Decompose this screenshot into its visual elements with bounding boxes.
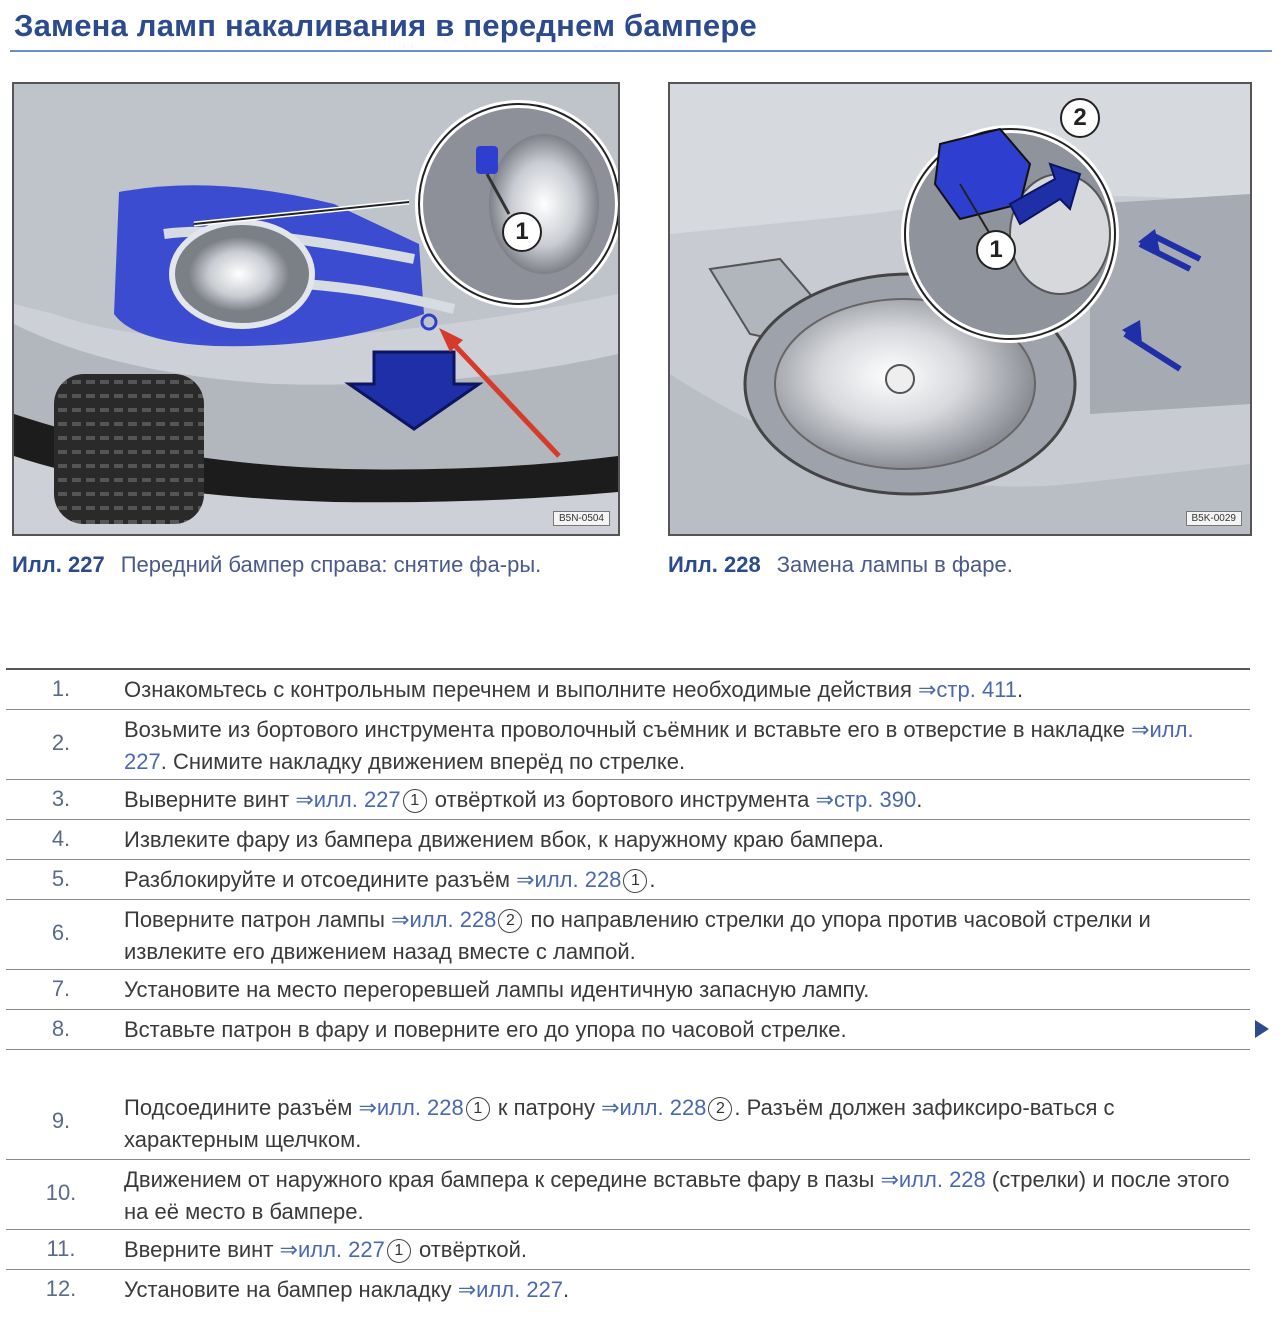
step-text-segment: Установите на бампер накладку: [124, 1277, 458, 1302]
cross-reference-link[interactable]: ⇒стр. 411: [917, 677, 1018, 702]
step-row: [6, 1088, 1250, 1160]
step-text-segment: Движением от наружного края бампера к середине вставьте фару в пазы: [124, 1167, 881, 1192]
step-text-segment: Выверните винт: [124, 787, 296, 812]
cross-reference-link[interactable]: ⇒илл. 228: [358, 1095, 464, 1120]
cross-reference-link[interactable]: ⇒илл. 227: [457, 1277, 564, 1302]
step-row: [6, 670, 1250, 710]
step-text-segment: Установите на место перегоревшей лампы идентичную запасную лампу.: [124, 977, 870, 1002]
figure-228-caption: [668, 548, 1268, 581]
caption-text: Передний бампер справа: снятие фа-ры.: [120, 552, 542, 577]
step-text-segment: .: [563, 1277, 570, 1302]
step-number: 7.: [51, 976, 71, 1001]
step-number: 11.: [46, 1236, 76, 1261]
step-text-segment: отвёрткой.: [412, 1237, 528, 1262]
step-text-segment: Ознакомьтесь с контрольным перечнем и выполните необходимые действия: [124, 677, 918, 702]
title-divider: [10, 50, 1272, 52]
step-text-segment: Возьмите из бортового инструмента проволочный съёмник и вставьте его в отверстие в накладке: [124, 717, 1132, 742]
callout-2-marker: 2: [1060, 98, 1100, 138]
step-text: [124, 1164, 1242, 1228]
step-text-segment: (стрелки) и после этого на её место в бампере.: [124, 1167, 1230, 1224]
step-number: 1.: [51, 676, 71, 701]
step-number: 4.: [51, 826, 71, 851]
step-row: [6, 1230, 1250, 1270]
cross-reference-link[interactable]: ⇒илл. 228: [516, 867, 622, 892]
step-text-segment: по направлению стрелки до упора против часовой стрелки и извлеките его движением назад вместе с лампой.: [124, 907, 1151, 964]
callout-1-marker: 1: [976, 230, 1016, 270]
step-text-segment: Подсоедините разъём: [124, 1095, 359, 1120]
step-text: [124, 904, 1242, 968]
step-row: [6, 900, 1250, 970]
callout-number-icon: 1: [623, 869, 647, 893]
page-title: Замена ламп накаливания в переднем бампере: [14, 8, 757, 43]
step-text-segment: к патрону: [491, 1095, 602, 1120]
step-text: [124, 714, 1242, 778]
callout-number-icon: 1: [387, 1239, 411, 1263]
figure-code: B5K-0029: [1186, 511, 1242, 526]
callout-number-icon: 1: [403, 789, 427, 813]
step-text-segment: Поверните патрон лампы: [124, 907, 392, 932]
step-row: [6, 780, 1250, 820]
step-row: [6, 860, 1250, 900]
step-row: [6, 1270, 1250, 1310]
bumper-illustration: [14, 84, 618, 534]
figure-label: Илл. 228: [668, 552, 761, 577]
step-text-segment: .: [649, 867, 656, 892]
step-number: 5.: [51, 866, 71, 891]
step-text-segment: Вставьте патрон в фару и поверните его до упора по часовой стрелке.: [124, 1017, 847, 1042]
figure-227-caption: [12, 548, 612, 581]
step-text: [124, 674, 1242, 706]
step-number: 12.: [45, 1276, 77, 1301]
step-text-segment: . Снимите накладку движением вперёд по стрелке.: [160, 749, 686, 774]
callout-number-icon: 2: [498, 909, 522, 933]
step-row: [6, 970, 1250, 1010]
step-text-segment: Извлеките фару из бампера движением вбок, к наружному краю бампера.: [124, 827, 884, 852]
step-row: [6, 820, 1250, 860]
callout-1-marker: 1: [502, 212, 542, 252]
cross-reference-link[interactable]: ⇒илл. 227: [279, 1237, 385, 1262]
step-text: [124, 1092, 1242, 1156]
callout-number-icon: 2: [708, 1097, 732, 1121]
step-text-segment: .: [1017, 677, 1024, 702]
step-text: [124, 1234, 1242, 1266]
figure-228-foglamp: [668, 82, 1252, 536]
figure-label: Илл. 227: [12, 552, 105, 577]
continue-arrow-icon: [1255, 1020, 1269, 1038]
step-text: [124, 1014, 1242, 1046]
step-number: 6.: [51, 920, 71, 945]
step-number: 10.: [45, 1180, 77, 1205]
caption-text: Замена лампы в фаре.: [776, 552, 1013, 577]
callout-number-icon: 1: [466, 1097, 490, 1121]
cross-reference-link[interactable]: ⇒стр. 390: [815, 787, 917, 812]
step-row: [6, 710, 1250, 780]
step-text-segment: Разблокируйте и отсоедините разъём: [124, 867, 517, 892]
step-text: [124, 784, 1242, 816]
step-number: 2.: [51, 730, 71, 755]
foglamp-illustration: [670, 84, 1250, 534]
step-row: [6, 1010, 1250, 1050]
step-number: 3.: [51, 786, 71, 811]
step-text-segment: отвёрткой из бортового инструмента: [428, 787, 816, 812]
step-text-segment: .: [916, 787, 923, 812]
cross-reference-link[interactable]: ⇒илл. 227: [124, 717, 1194, 774]
step-text: [124, 974, 1242, 1006]
cross-reference-link[interactable]: ⇒илл. 228: [880, 1167, 986, 1192]
step-text: [124, 864, 1242, 896]
step-number: 9.: [51, 1108, 71, 1133]
figure-code: B5N-0504: [553, 511, 610, 526]
cross-reference-link[interactable]: ⇒илл. 227: [295, 787, 401, 812]
cross-reference-link[interactable]: ⇒илл. 228: [601, 1095, 707, 1120]
step-number: 8.: [51, 1016, 71, 1041]
cross-reference-link[interactable]: ⇒илл. 228: [391, 907, 497, 932]
step-text: [124, 824, 1242, 856]
figure-227-bumper: [12, 82, 620, 536]
step-text: [124, 1274, 1242, 1306]
step-text-segment: Вверните винт: [124, 1237, 280, 1262]
step-row: [6, 1160, 1250, 1230]
step-text-segment: . Разъём должен зафиксиро-ваться с характерным щелчком.: [124, 1095, 1115, 1152]
